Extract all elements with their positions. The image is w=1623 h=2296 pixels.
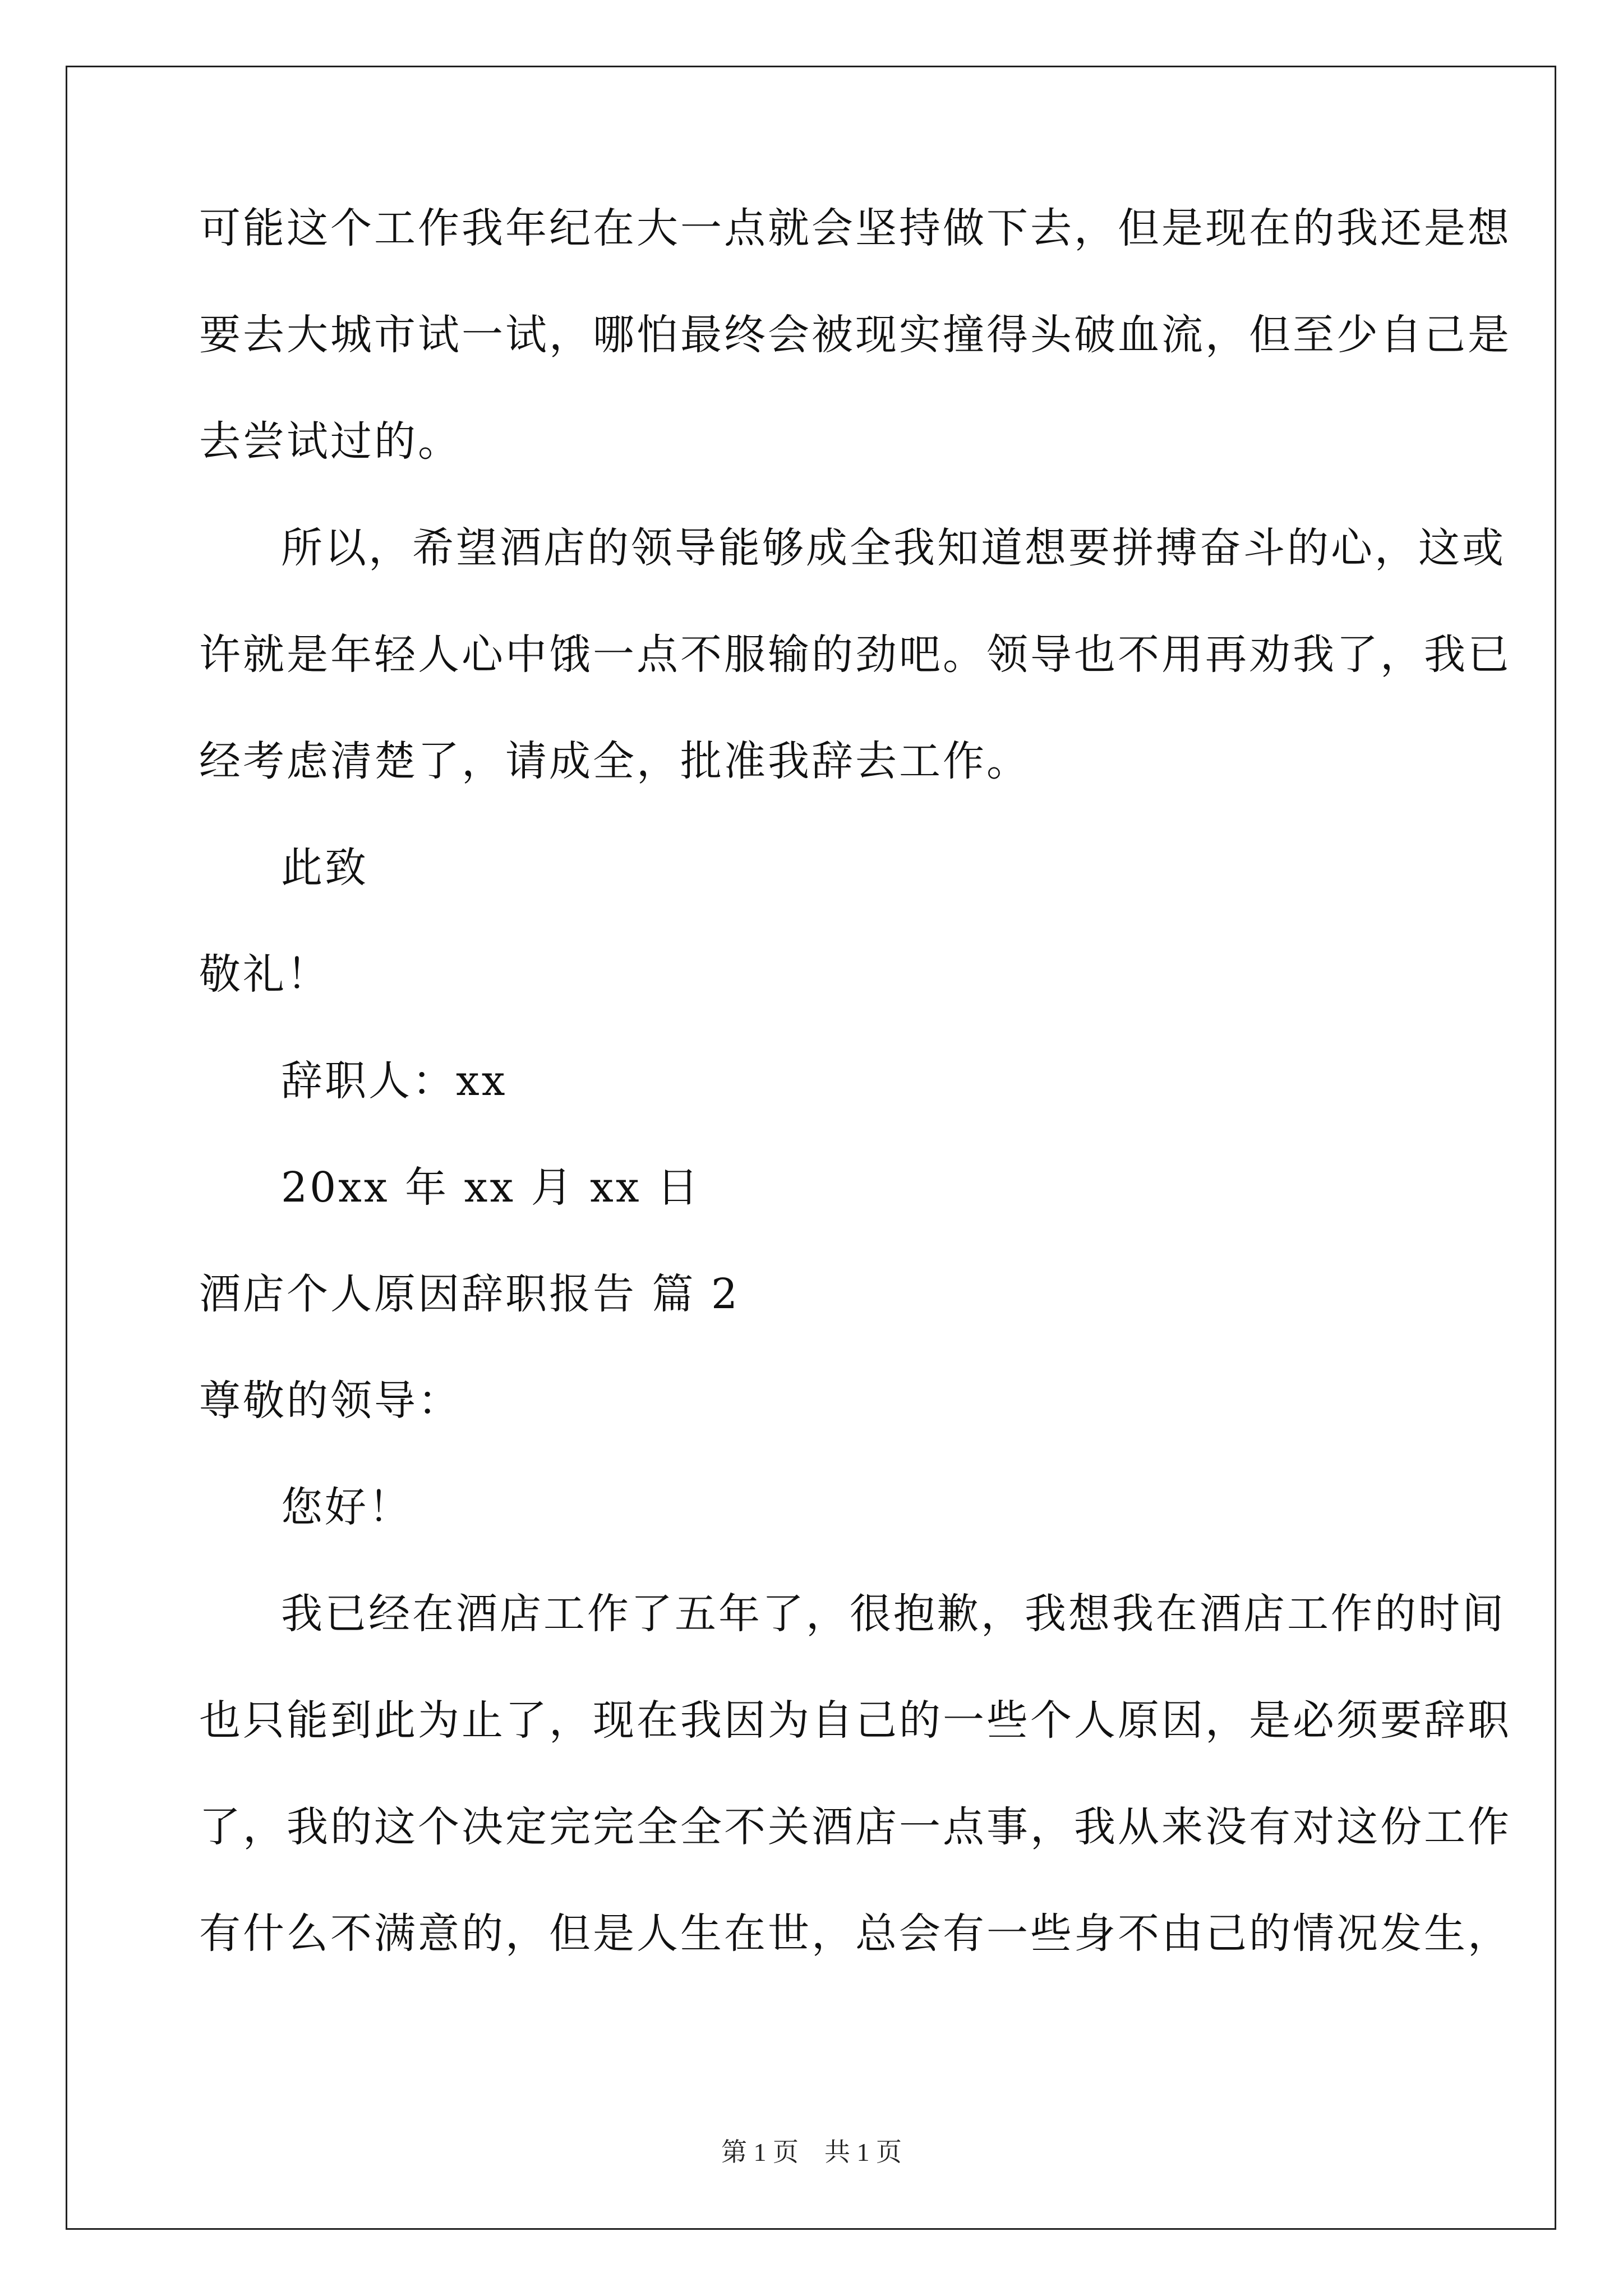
- paragraph-line: 所以，希望酒店的领导能够成全我知道想要拼搏奋斗的心，这或: [281, 524, 1506, 572]
- closing-phrase: 此致: [281, 844, 368, 892]
- date-line: 20xx 年 xx 月 xx 日: [281, 1163, 701, 1212]
- page-border: [66, 66, 1556, 2230]
- paragraph-line: 去尝试过的。: [199, 417, 462, 466]
- paragraph-line: 要去大城市试一试，哪怕最终会被现实撞得头破血流，但至少自己是: [199, 311, 1511, 359]
- paragraph-line: 经考虑清楚了，请成全，批准我辞去工作。: [199, 737, 1030, 785]
- paragraph-line: 了，我的这个决定完完全全不关酒店一点事，我从来没有对这份工作: [199, 1803, 1511, 1851]
- paragraph-line: 可能这个工作我年纪在大一点就会坚持做下去，但是现在的我还是想: [199, 204, 1511, 252]
- signature-line: 辞职人：xx: [281, 1057, 508, 1105]
- page-number-footer: 第 1 页 共 1 页: [721, 2138, 902, 2166]
- paragraph-line: 我已经在酒店工作了五年了，很抱歉，我想我在酒店工作的时间: [281, 1590, 1506, 1638]
- paragraph-line: 许就是年轻人心中饿一点不服输的劲吧。领导也不用再劝我了，我已: [199, 631, 1511, 679]
- section-title: 酒店个人原因辞职报告 篇 2: [199, 1270, 740, 1318]
- salutation-closing: 敬礼！: [199, 950, 330, 999]
- paragraph-line: 也只能到此为止了，现在我因为自己的一些个人原因，是必须要辞职: [199, 1696, 1511, 1745]
- greeting: 您好！: [281, 1483, 412, 1531]
- salutation: 尊敬的领导：: [199, 1377, 462, 1425]
- paragraph-line: 有什么不满意的，但是人生在世，总会有一些身不由己的情况发生，: [199, 1910, 1511, 1958]
